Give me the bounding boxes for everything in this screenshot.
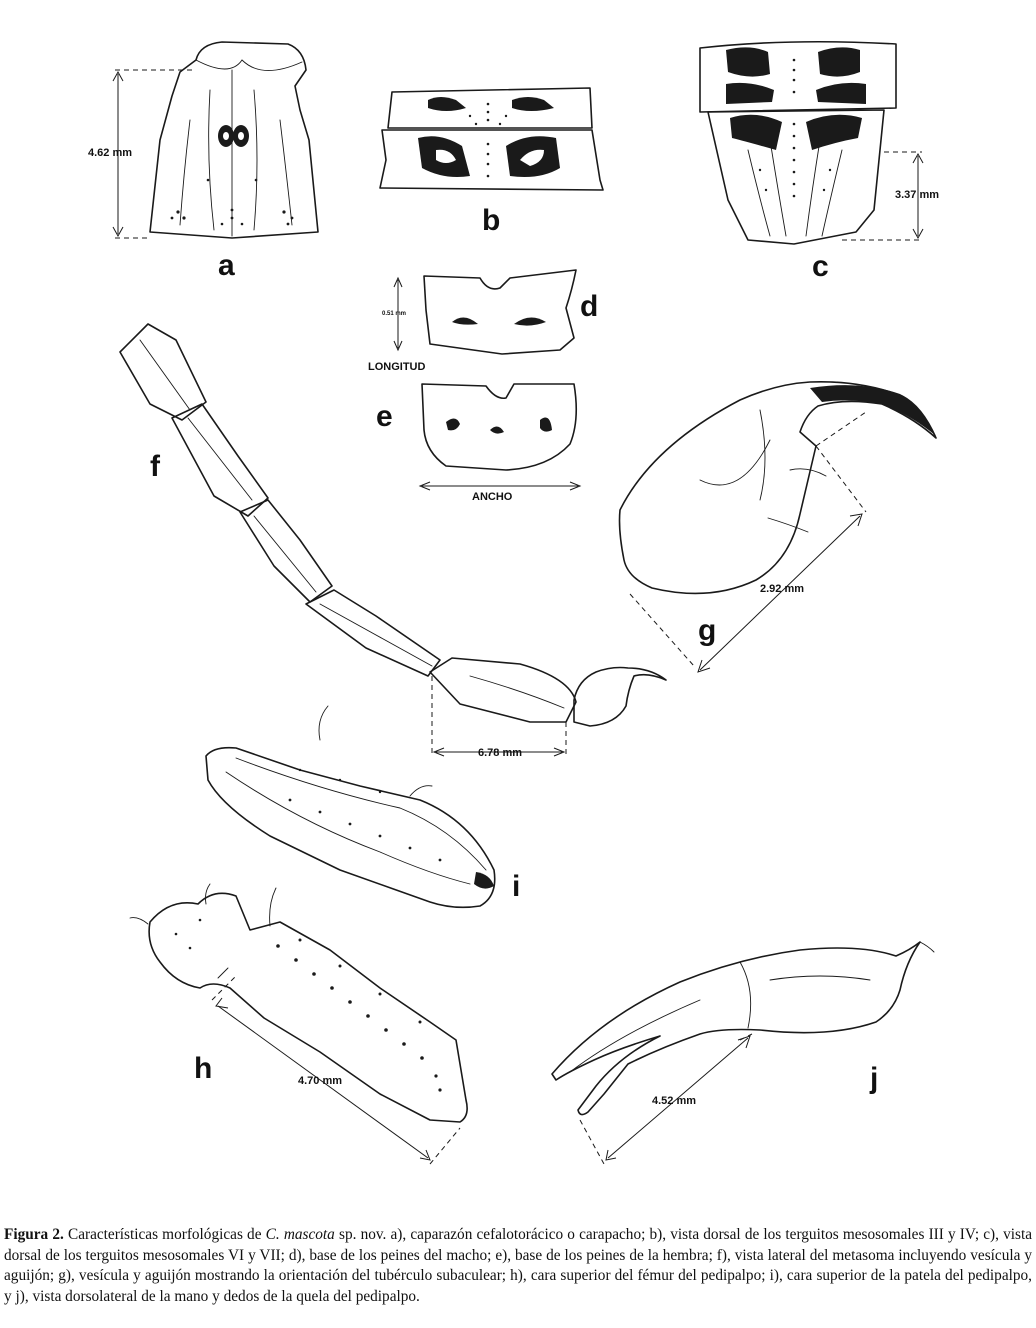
panel-h-measurement: 4.70 mm xyxy=(298,1075,343,1087)
panel-g-vesicle-aculeus xyxy=(620,382,937,672)
panel-f-letter: f xyxy=(150,450,160,483)
panel-j-chela xyxy=(552,942,934,1164)
panel-c-measurement: 3.37 mm xyxy=(895,189,940,201)
panel-g-measurement: 2.92 mm xyxy=(760,583,805,595)
panel-e-axis-label: ANCHO xyxy=(472,491,513,503)
panel-b-tergites xyxy=(380,88,603,237)
panel-a-letter: a xyxy=(218,249,235,282)
figure-caption xyxy=(4,1225,1032,1307)
panel-d-letter: d xyxy=(580,290,599,323)
panel-c-tergites xyxy=(700,42,939,283)
caption-text-before-species: Características morfológicas de xyxy=(63,1226,266,1244)
panel-a-carapace xyxy=(88,42,318,282)
panel-b-letter: b xyxy=(482,204,501,237)
panel-a-measurement: 4.62 mm xyxy=(88,147,133,159)
panel-j-measurement: 4.52 mm xyxy=(652,1095,697,1107)
panel-i-patella xyxy=(206,706,523,907)
caption-label: Figura 2. xyxy=(4,1226,64,1244)
panel-i-letter: i xyxy=(512,870,521,903)
panel-d-axis-label: LONGITUD xyxy=(368,361,426,373)
caption-species: C. mascota xyxy=(265,1226,335,1244)
panel-h-letter: h xyxy=(194,1052,213,1085)
panel-f-measurement: 6.78 mm xyxy=(478,747,523,759)
caption-text-after-species: sp. nov. a), caparazón cefalotorácico o carapacho; b), vista dorsal de los terguitos mesosomales III y IV; c), vista dorsal de los terguitos mesosomales VI y VII; d), base de los peines del macho; e), base de los peines de la hembra; f), vista lateral del metasoma incluyendo vesícula y aguijón; g), vesícula y aguijón mostrando la orientación del tubérculo subaculear; h), cara superior del fémur del pedipalpo; i), cara superior de la patela del pedipalpo, y j), vista dorsolateral de la mano y dedos de la quela del pedipalpo. xyxy=(4,1226,1032,1305)
panel-c-letter: c xyxy=(812,250,829,283)
panel-d-pectine-base-male xyxy=(368,270,598,373)
panel-j-letter: j xyxy=(870,1062,879,1095)
panel-g-letter: g xyxy=(698,614,717,647)
panel-e-letter: e xyxy=(376,400,393,433)
panel-d-measurement: 0.51 mm xyxy=(382,311,407,317)
panel-f-metasoma xyxy=(120,324,666,759)
panel-h-femur xyxy=(130,884,467,1164)
panel-e-pectine-base-female xyxy=(376,384,580,503)
